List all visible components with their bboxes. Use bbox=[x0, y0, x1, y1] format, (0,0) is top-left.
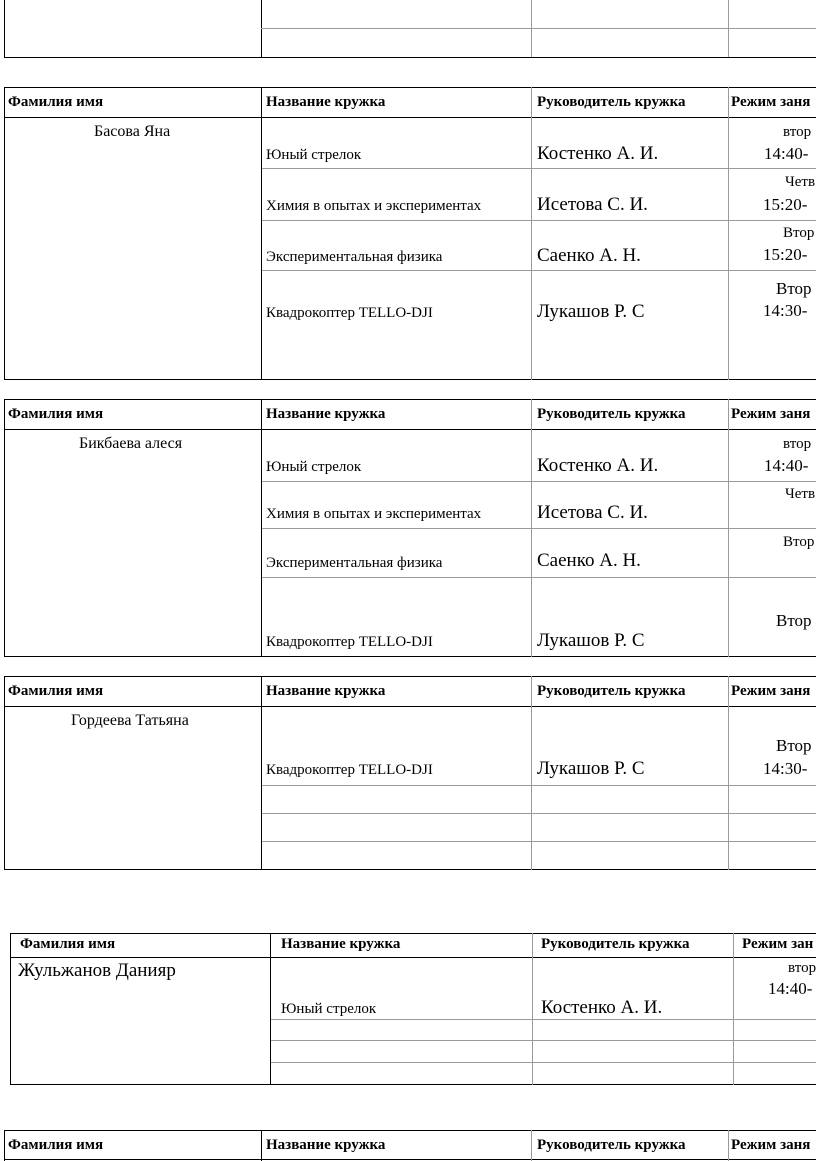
grid-line bbox=[270, 1040, 816, 1041]
club-name: Экспериментальная физика bbox=[266, 555, 443, 571]
header-club: Название кружка bbox=[266, 683, 386, 699]
grid-line bbox=[4, 429, 816, 430]
grid-line bbox=[261, 270, 816, 271]
grid-line bbox=[728, 676, 729, 870]
header-club: Название кружка bbox=[281, 936, 401, 952]
header-club: Название кружка bbox=[266, 1137, 386, 1153]
leader-name: Костенко А. И. bbox=[537, 143, 659, 164]
grid-line bbox=[4, 399, 816, 400]
grid-line bbox=[261, 481, 816, 482]
leader-name: Саенко А. Н. bbox=[537, 245, 641, 266]
grid-line bbox=[261, 785, 816, 786]
schedule-time: 15:20- bbox=[763, 245, 808, 264]
grid-line bbox=[4, 379, 816, 380]
header-leader: Руководитель кружка bbox=[537, 94, 686, 110]
schedule-day: Втор bbox=[783, 534, 815, 550]
club-name: Юный стрелок bbox=[281, 1001, 377, 1017]
grid-line bbox=[261, 0, 262, 58]
grid-line bbox=[4, 399, 5, 657]
student-name: Бикбаева алеся bbox=[79, 435, 183, 452]
grid-line bbox=[531, 0, 532, 58]
grid-line bbox=[4, 1130, 5, 1161]
header-name: Фамилия имя bbox=[8, 406, 104, 422]
leader-name: Саенко А. Н. bbox=[537, 550, 641, 571]
grid-line bbox=[4, 1130, 816, 1131]
grid-line bbox=[4, 676, 816, 677]
leader-name: Лукашов Р. С bbox=[537, 758, 645, 779]
grid-line bbox=[4, 706, 816, 707]
header-leader: Руководитель кружка bbox=[537, 1137, 686, 1153]
grid-line bbox=[10, 957, 816, 958]
grid-line bbox=[10, 1084, 816, 1085]
leader-name: Костенко А. И. bbox=[541, 997, 663, 1018]
club-name: Химия в опытах и экспериментах bbox=[266, 506, 482, 522]
header-leader: Руководитель кружка bbox=[537, 406, 686, 422]
grid-line bbox=[261, 1130, 262, 1161]
header-name: Фамилия имя bbox=[20, 936, 116, 952]
grid-line bbox=[261, 528, 816, 529]
schedule-day: Втор bbox=[776, 736, 812, 755]
grid-line bbox=[4, 87, 816, 88]
grid-line bbox=[531, 676, 532, 870]
student-name: Жульжанов Данияр bbox=[18, 960, 176, 981]
schedule-day: втор bbox=[783, 124, 812, 140]
grid-line bbox=[728, 87, 729, 380]
grid-line bbox=[261, 577, 816, 578]
schedule-time: 15:20- bbox=[763, 195, 808, 214]
grid-line bbox=[4, 117, 816, 118]
grid-line bbox=[531, 87, 532, 380]
schedule-day: Четв bbox=[785, 174, 816, 190]
header-club: Название кружка bbox=[266, 94, 386, 110]
grid-line bbox=[4, 87, 5, 380]
grid-line bbox=[261, 28, 816, 29]
grid-line bbox=[261, 87, 262, 380]
header-leader: Руководитель кружка bbox=[537, 683, 686, 699]
header-schedule: Режим заня bbox=[731, 94, 811, 110]
leader-name: Исетова С. И. bbox=[537, 194, 648, 215]
club-name: Квадрокоптер TELLO-DJI bbox=[266, 762, 433, 778]
grid-line bbox=[261, 168, 816, 169]
club-name: Квадрокоптер TELLO-DJI bbox=[266, 305, 433, 321]
schedule-time: 14:30- bbox=[763, 301, 808, 320]
grid-line bbox=[4, 57, 816, 58]
header-schedule: Режим заня bbox=[731, 1137, 811, 1153]
student-name: Басова Яна bbox=[94, 123, 171, 140]
grid-line bbox=[531, 399, 532, 657]
leader-name: Лукашов Р. С bbox=[537, 630, 645, 651]
leader-name: Исетова С. И. bbox=[537, 502, 648, 523]
schedule-day: Четв bbox=[785, 486, 816, 502]
schedule-time: 14:40- bbox=[764, 144, 809, 163]
header-name: Фамилия имя bbox=[8, 1137, 104, 1153]
club-name: Квадрокоптер TELLO-DJI bbox=[266, 634, 433, 650]
header-leader: Руководитель кружка bbox=[541, 936, 690, 952]
student-name: Гордеева Татьяна bbox=[71, 712, 189, 729]
schedule-day: Втор bbox=[783, 225, 815, 241]
grid-line bbox=[261, 813, 816, 814]
header-schedule: Режим заня bbox=[731, 683, 811, 699]
grid-line bbox=[532, 933, 533, 1085]
grid-line bbox=[270, 1019, 816, 1020]
schedule-day: втор bbox=[783, 436, 812, 452]
schedule-time: 14:40- bbox=[768, 979, 813, 998]
grid-line bbox=[270, 1062, 816, 1063]
schedule-time: 14:30- bbox=[763, 759, 808, 778]
header-name: Фамилия имя bbox=[8, 683, 104, 699]
grid-line bbox=[10, 933, 816, 934]
grid-line bbox=[10, 933, 11, 1085]
grid-line bbox=[531, 1130, 532, 1161]
grid-line bbox=[270, 933, 271, 1085]
club-name: Юный стрелок bbox=[266, 459, 362, 475]
leader-name: Костенко А. И. bbox=[537, 455, 659, 476]
grid-line bbox=[261, 676, 262, 870]
grid-line bbox=[728, 0, 729, 58]
grid-line bbox=[261, 220, 816, 221]
club-name: Экспериментальная физика bbox=[266, 249, 443, 265]
grid-line bbox=[4, 676, 5, 870]
grid-line bbox=[4, 656, 816, 657]
grid-line bbox=[261, 399, 262, 657]
grid-line bbox=[4, 0, 5, 58]
grid-line bbox=[261, 841, 816, 842]
club-name: Юный стрелок bbox=[266, 147, 362, 163]
grid-line bbox=[728, 1130, 729, 1161]
header-club: Название кружка bbox=[266, 406, 386, 422]
header-schedule: Режим зан bbox=[742, 936, 814, 952]
schedule-time: 14:40- bbox=[764, 456, 809, 475]
grid-line bbox=[728, 399, 729, 657]
grid-line bbox=[4, 1159, 816, 1160]
schedule-day: Втор bbox=[776, 611, 812, 630]
schedule-day: втор bbox=[788, 960, 816, 976]
schedule-day: Втор bbox=[776, 279, 812, 298]
leader-name: Лукашов Р. С bbox=[537, 301, 645, 322]
grid-line bbox=[733, 933, 734, 1085]
club-name: Химия в опытах и экспериментах bbox=[266, 198, 482, 214]
header-schedule: Режим заня bbox=[731, 406, 811, 422]
header-name: Фамилия имя bbox=[8, 94, 104, 110]
grid-line bbox=[4, 869, 816, 870]
